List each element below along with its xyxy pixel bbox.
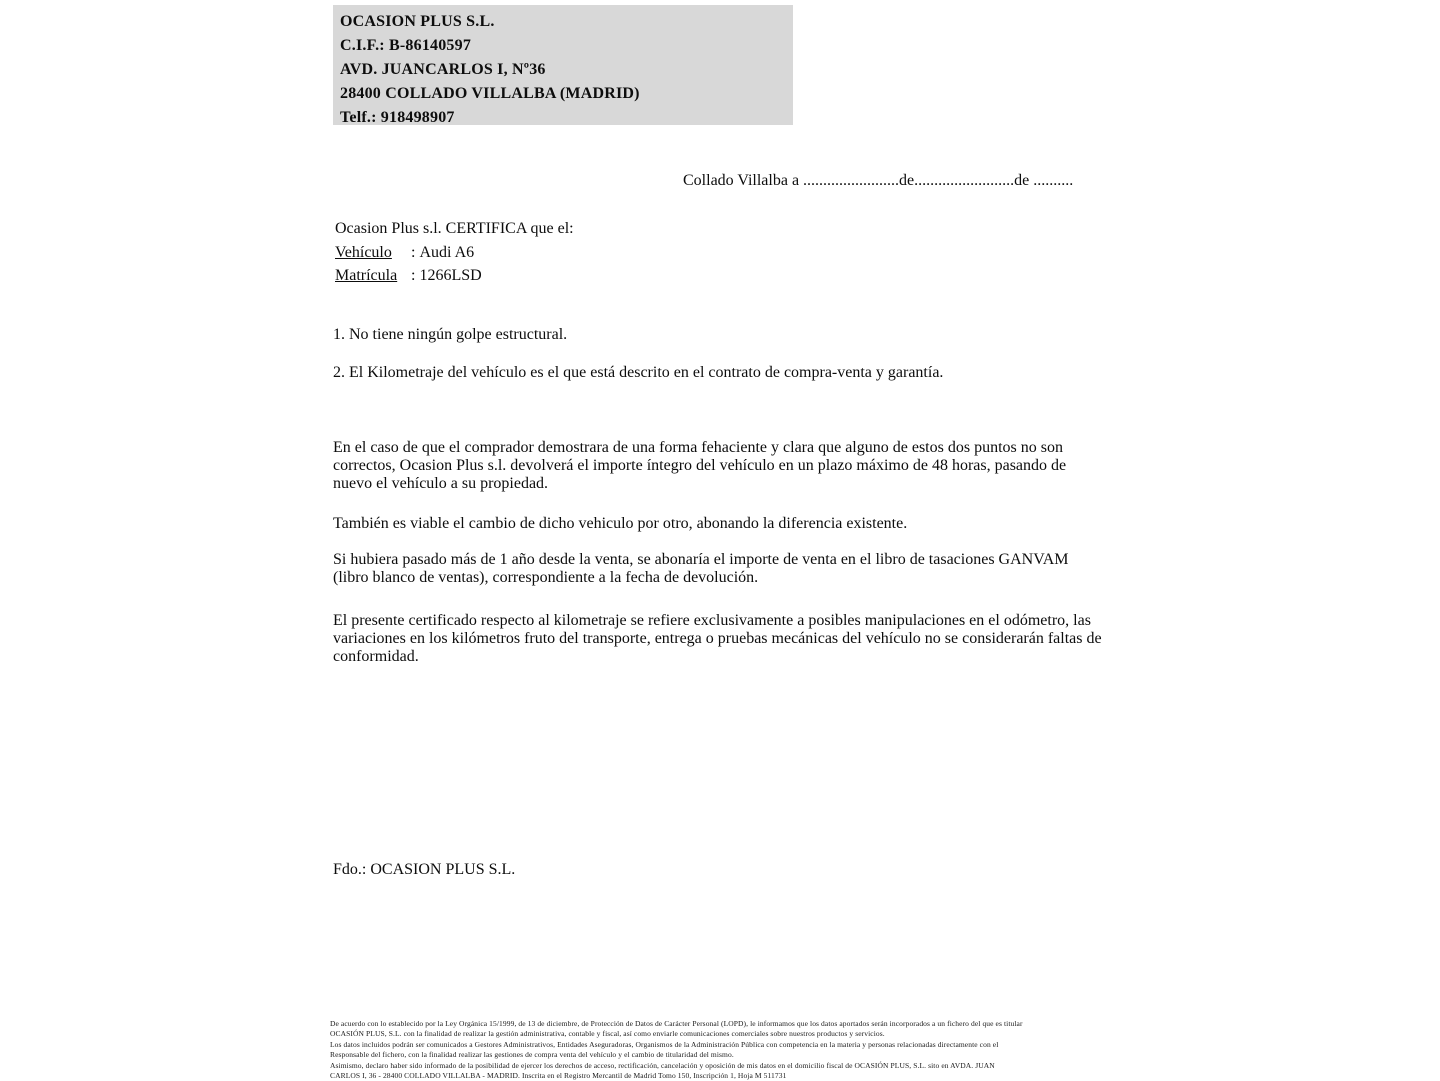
plate-value: 1266LSD (419, 267, 482, 284)
body-paragraph-odometer: El presente certificado respecto al kilometraje se refiere exclusivamente a posibles manipulaciones en el odómetro, las variaciones en los kilómetros fruto del transporte, entrega o pruebas mecánicas del vehículo no se considerarán faltas de conformidad. (333, 612, 1102, 666)
company-header-box (333, 5, 793, 125)
plate-field (335, 264, 574, 288)
legal-line-3: Los datos incluidos podrán ser comunicados a Gestores Administrativos, Entidades Aseguradoras, Organismos de la Administración Pública con competencia en la materia y personas relacionadas directamente con el (330, 1039, 999, 1049)
body-paragraph-refund: En el caso de que el comprador demostrara de una forma fehaciente y clara que alguno de estos dos puntos no son correctos, Ocasion Plus s.l. devolverá el importe íntegro del vehículo en un plazo máximo de 48 horas, pasando de nuevo el vehículo a su propiedad. (333, 439, 1067, 493)
legal-line-2: OCASIÓN PLUS, S.L. con la finalidad de realizar la gestión administrativa, contable y fiscal, así como enviarle comunicaciones comerciales sobre nuestros productos y servicios. (330, 1029, 885, 1039)
legal-line-4: Responsable del fichero, con la finalidad realizar las gestiones de compra venta del vehículo y el cambio de titularidad del mismo. (330, 1050, 734, 1060)
plate-label: Matrícula (335, 267, 398, 284)
body-paragraph-ganvam: Si hubiera pasado más de 1 año desde la venta, se abonaría el importe de venta en el libro de tasaciones GANVAM (libro blanco de ventas), correspondiente a la fecha de devolución. (333, 551, 1069, 587)
vehicle-value: Audi A6 (419, 243, 475, 261)
vehicle-field (335, 241, 574, 265)
company-name: OCASION PLUS S.L. (340, 13, 495, 30)
legal-line-5: Asimismo, declaro haber sido informado de la posibilidad de ejercer los derechos de acceso, rectificación, cancelación y oposición de mis datos en el domicilio fiscal de OCASIÓN PLUS, S.L. sito en AVDA. JUAN (330, 1060, 995, 1070)
legal-line-6: CARLOS I, 36 - 28400 COLLADO VILLALBA - MADRID. Inscrita en el Registro Mercantil de Madrid Tomo 150, Inscripción 1, Hoja M 511731 (330, 1071, 787, 1081)
signature-line: Fdo.: OCASION PLUS S.L. (333, 861, 516, 878)
certification-intro: Ocasion Plus s.l. CERTIFICA que el: (335, 220, 574, 237)
condition-point-2: 2. El Kilometraje del vehículo es el que está descrito en el contrato de compra-venta y garantía. (333, 364, 944, 381)
company-city: 28400 COLLADO VILLALBA (MADRID) (340, 85, 640, 102)
company-address: AVD. JUANCARLOS I, Nº36 (340, 61, 546, 78)
company-cif: C.I.F.: B-86140597 (340, 37, 472, 54)
legal-line-1: De acuerdo con lo establecido por la Ley Orgánica 15/1999, de 13 de diciembre, de Protección de Datos de Carácter Personal (LOPD), le informamos que los datos aportados serán incorporados a un fichero del que es titular (330, 1019, 1023, 1028)
date-line: Collado Villalba a ........................de.........................de .......... (683, 172, 1074, 189)
body-paragraph-exchange: También es viable el cambio de dicho vehiculo por otro, abonando la diferencia existente. (333, 515, 908, 532)
vehicle-label: Vehículo (335, 243, 392, 261)
company-phone: Telf.: 918498907 (340, 109, 455, 126)
plate-colon: : (411, 267, 416, 284)
certification-block (335, 217, 574, 288)
vehicle-colon: : (411, 243, 416, 261)
condition-point-1: 1. No tiene ningún golpe estructural. (333, 326, 568, 343)
legal-notice (330, 1019, 1120, 1081)
